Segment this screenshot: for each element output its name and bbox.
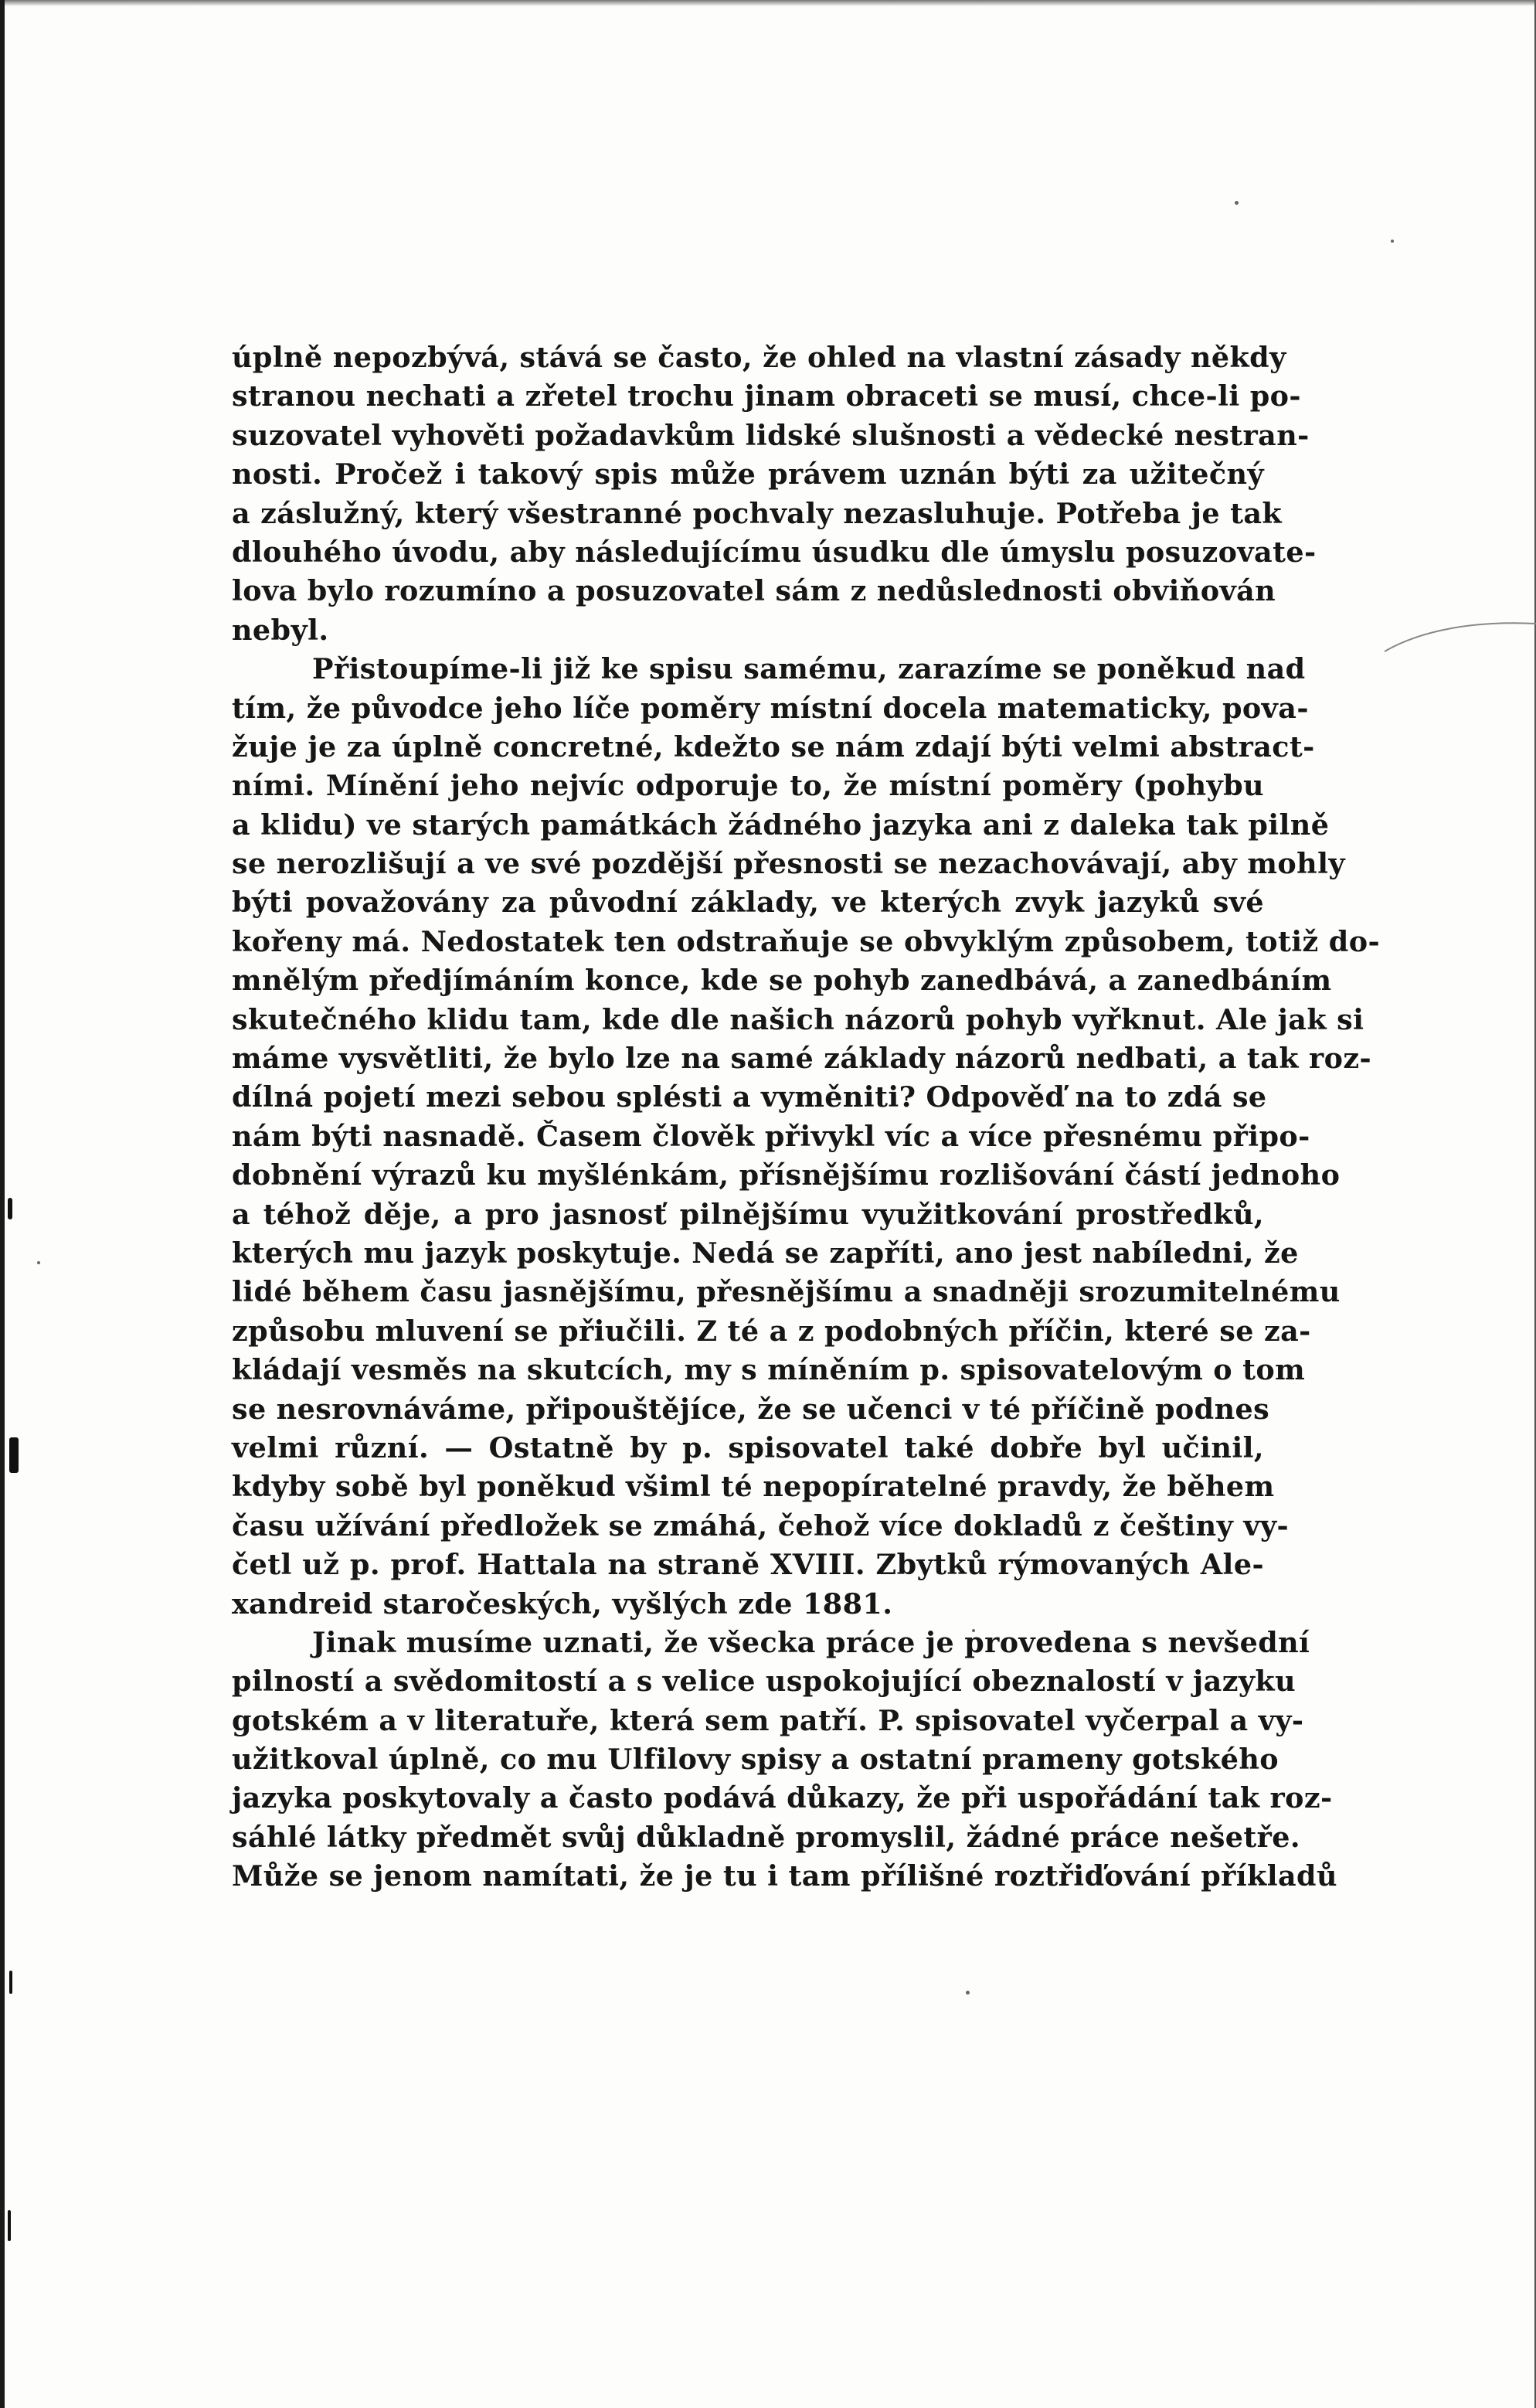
text-line: Přistoupíme-li již ke spisu samému, zarazíme se poněkud nad <box>312 652 1306 686</box>
page-top-edge <box>0 0 1536 6</box>
margin-ink-mark <box>8 2210 11 2241</box>
text-line: a klidu) ve starých památkách žádného jazyka ani z daleka tak pilně <box>232 808 1330 842</box>
text-line: mnělým předjímáním konce, kde se pohyb zanedbává, a zanedbáním <box>232 964 1332 998</box>
text-line: se nesrovnáváme, připouštějíce, že se učenci v té příčině podnes <box>232 1392 1270 1426</box>
body-text <box>232 338 1381 1896</box>
page-left-edge <box>0 0 5 2408</box>
text-line: kládají vesměs na skutcích, my s míněním p. spisovatelovým o tom <box>232 1353 1306 1387</box>
text-line: dílná pojetí mezi sebou splésti a vyměniti? Odpověď na to zdá se <box>232 1080 1267 1114</box>
text-line: úplně nepozbývá, stává se často, že ohled na vlastní zásady někdy <box>232 341 1286 374</box>
text-line: jazyka poskytovaly a často podává důkazy, že při uspořádání tak roz- <box>232 1781 1333 1815</box>
text-line: ními. Mínění jeho nejvíc odporuje to, že místní poměry (pohybu <box>232 769 1264 803</box>
stray-pen-line <box>1383 614 1536 653</box>
text-line: gotském a v literatuře, která sem patří. P. spisovatel vyčerpal a vy- <box>232 1703 1304 1737</box>
margin-ink-mark <box>9 1971 12 1994</box>
text-line: četl už p. prof. Hattala na straně XVIII. Zbytků rýmovaných Ale- <box>232 1548 1264 1582</box>
text-line: pilností a svědomitostí a s velice uspokojující obeznalostí v jazyku <box>232 1665 1296 1699</box>
text-line: se nerozlišují a ve své pozdější přesnosti se nezachovávají, aby mohly <box>232 847 1345 881</box>
text-line: nám býti nasnadě. Časem člověk přivykl víc a více přesnému připo- <box>232 1119 1310 1153</box>
margin-ink-mark <box>9 1437 19 1473</box>
text-line: tím, že původce jeho líče poměry místní docela matematicky, pova- <box>232 691 1309 725</box>
scan-speck <box>1235 201 1239 205</box>
text-line: velmi různí. — Ostatně by p. spisovatel také dobře byl učinil, <box>232 1430 1264 1464</box>
text-line: nosti. Pročež i takový spis může právem uznán býti za užitečný <box>232 457 1264 491</box>
text-line: máme vysvětliti, že bylo lze na samé základy názorů nedbati, a tak roz- <box>232 1042 1372 1076</box>
text-line: času užívání předložek se zmáhá, čehož více dokladů z češtiny vy- <box>232 1508 1290 1542</box>
text-line: Jinak musíme uznati, že všecka práce je provedena s nevšední <box>312 1625 1310 1659</box>
text-line: a téhož děje, a pro jasnosť pilnějšímu využitkování prostředků, <box>232 1197 1264 1231</box>
text-line: lidé během času jasnějšímu, přesnějšímu a snadněji srozumitelnému <box>232 1275 1341 1309</box>
scan-speck <box>1391 240 1394 243</box>
text-line: stranou nechati a zřetel trochu jinam obraceti se musí, chce-li po- <box>232 379 1301 413</box>
text-line: žuje je za úplně concretné, kdežto se nám zdají býti velmi abstract- <box>232 730 1315 764</box>
text-line: kořeny má. Nedostatek ten odstraňuje se obvyklým způsobem, totiž do- <box>232 924 1381 958</box>
text-line: Může se jenom namítati, že je tu i tam přílišné roztřiďování příkladů <box>232 1859 1337 1893</box>
text-line: suzovatel vyhověti požadavkům lidské slušnosti a vědecké nestran- <box>232 418 1310 452</box>
scan-speck <box>37 1261 40 1264</box>
text-line: nebyl. <box>232 613 329 647</box>
scan-speck <box>966 1991 970 1995</box>
text-line: býti považovány za původní základy, ve kterých zvyk jazyků své <box>232 886 1264 920</box>
text-line: a záslužný, který všestranné pochvaly nezasluhuje. Potřeba je tak <box>232 496 1283 530</box>
text-line: kdyby sobě byl poněkud všiml té nepopíratelné pravdy, že během <box>232 1470 1275 1504</box>
text-line: kterých mu jazyk poskytuje. Nedá se zapříti, ano jest nabíledni, že <box>232 1236 1299 1270</box>
text-line: lova bylo rozumíno a posuzovatel sám z nedůslednosti obviňován <box>232 574 1276 608</box>
text-line: skutečného klidu tam, kde dle našich názorů pohyb vyřknut. Ale jak si <box>232 1002 1364 1036</box>
text-line: sáhlé látky předmět svůj důkladně promyslil, žádné práce nešetře. <box>232 1820 1301 1854</box>
text-line: způsobu mluvení se přiučili. Z té a z podobných příčin, které se za- <box>232 1314 1311 1348</box>
margin-ink-mark <box>8 1198 12 1219</box>
text-line: užitkoval úplně, co mu Ulfilovy spisy a ostatní prameny gotského <box>232 1743 1279 1777</box>
text-line: dlouhého úvodu, aby následujícímu úsudku dle úmyslu posuzovate- <box>232 535 1317 569</box>
text-line: xandreid staročeských, vyšlých zde 1881. <box>232 1587 893 1621</box>
text-line: dobnění výrazů ku myšlénkám, přísnějšímu rozlišování částí jednoho <box>232 1158 1341 1192</box>
